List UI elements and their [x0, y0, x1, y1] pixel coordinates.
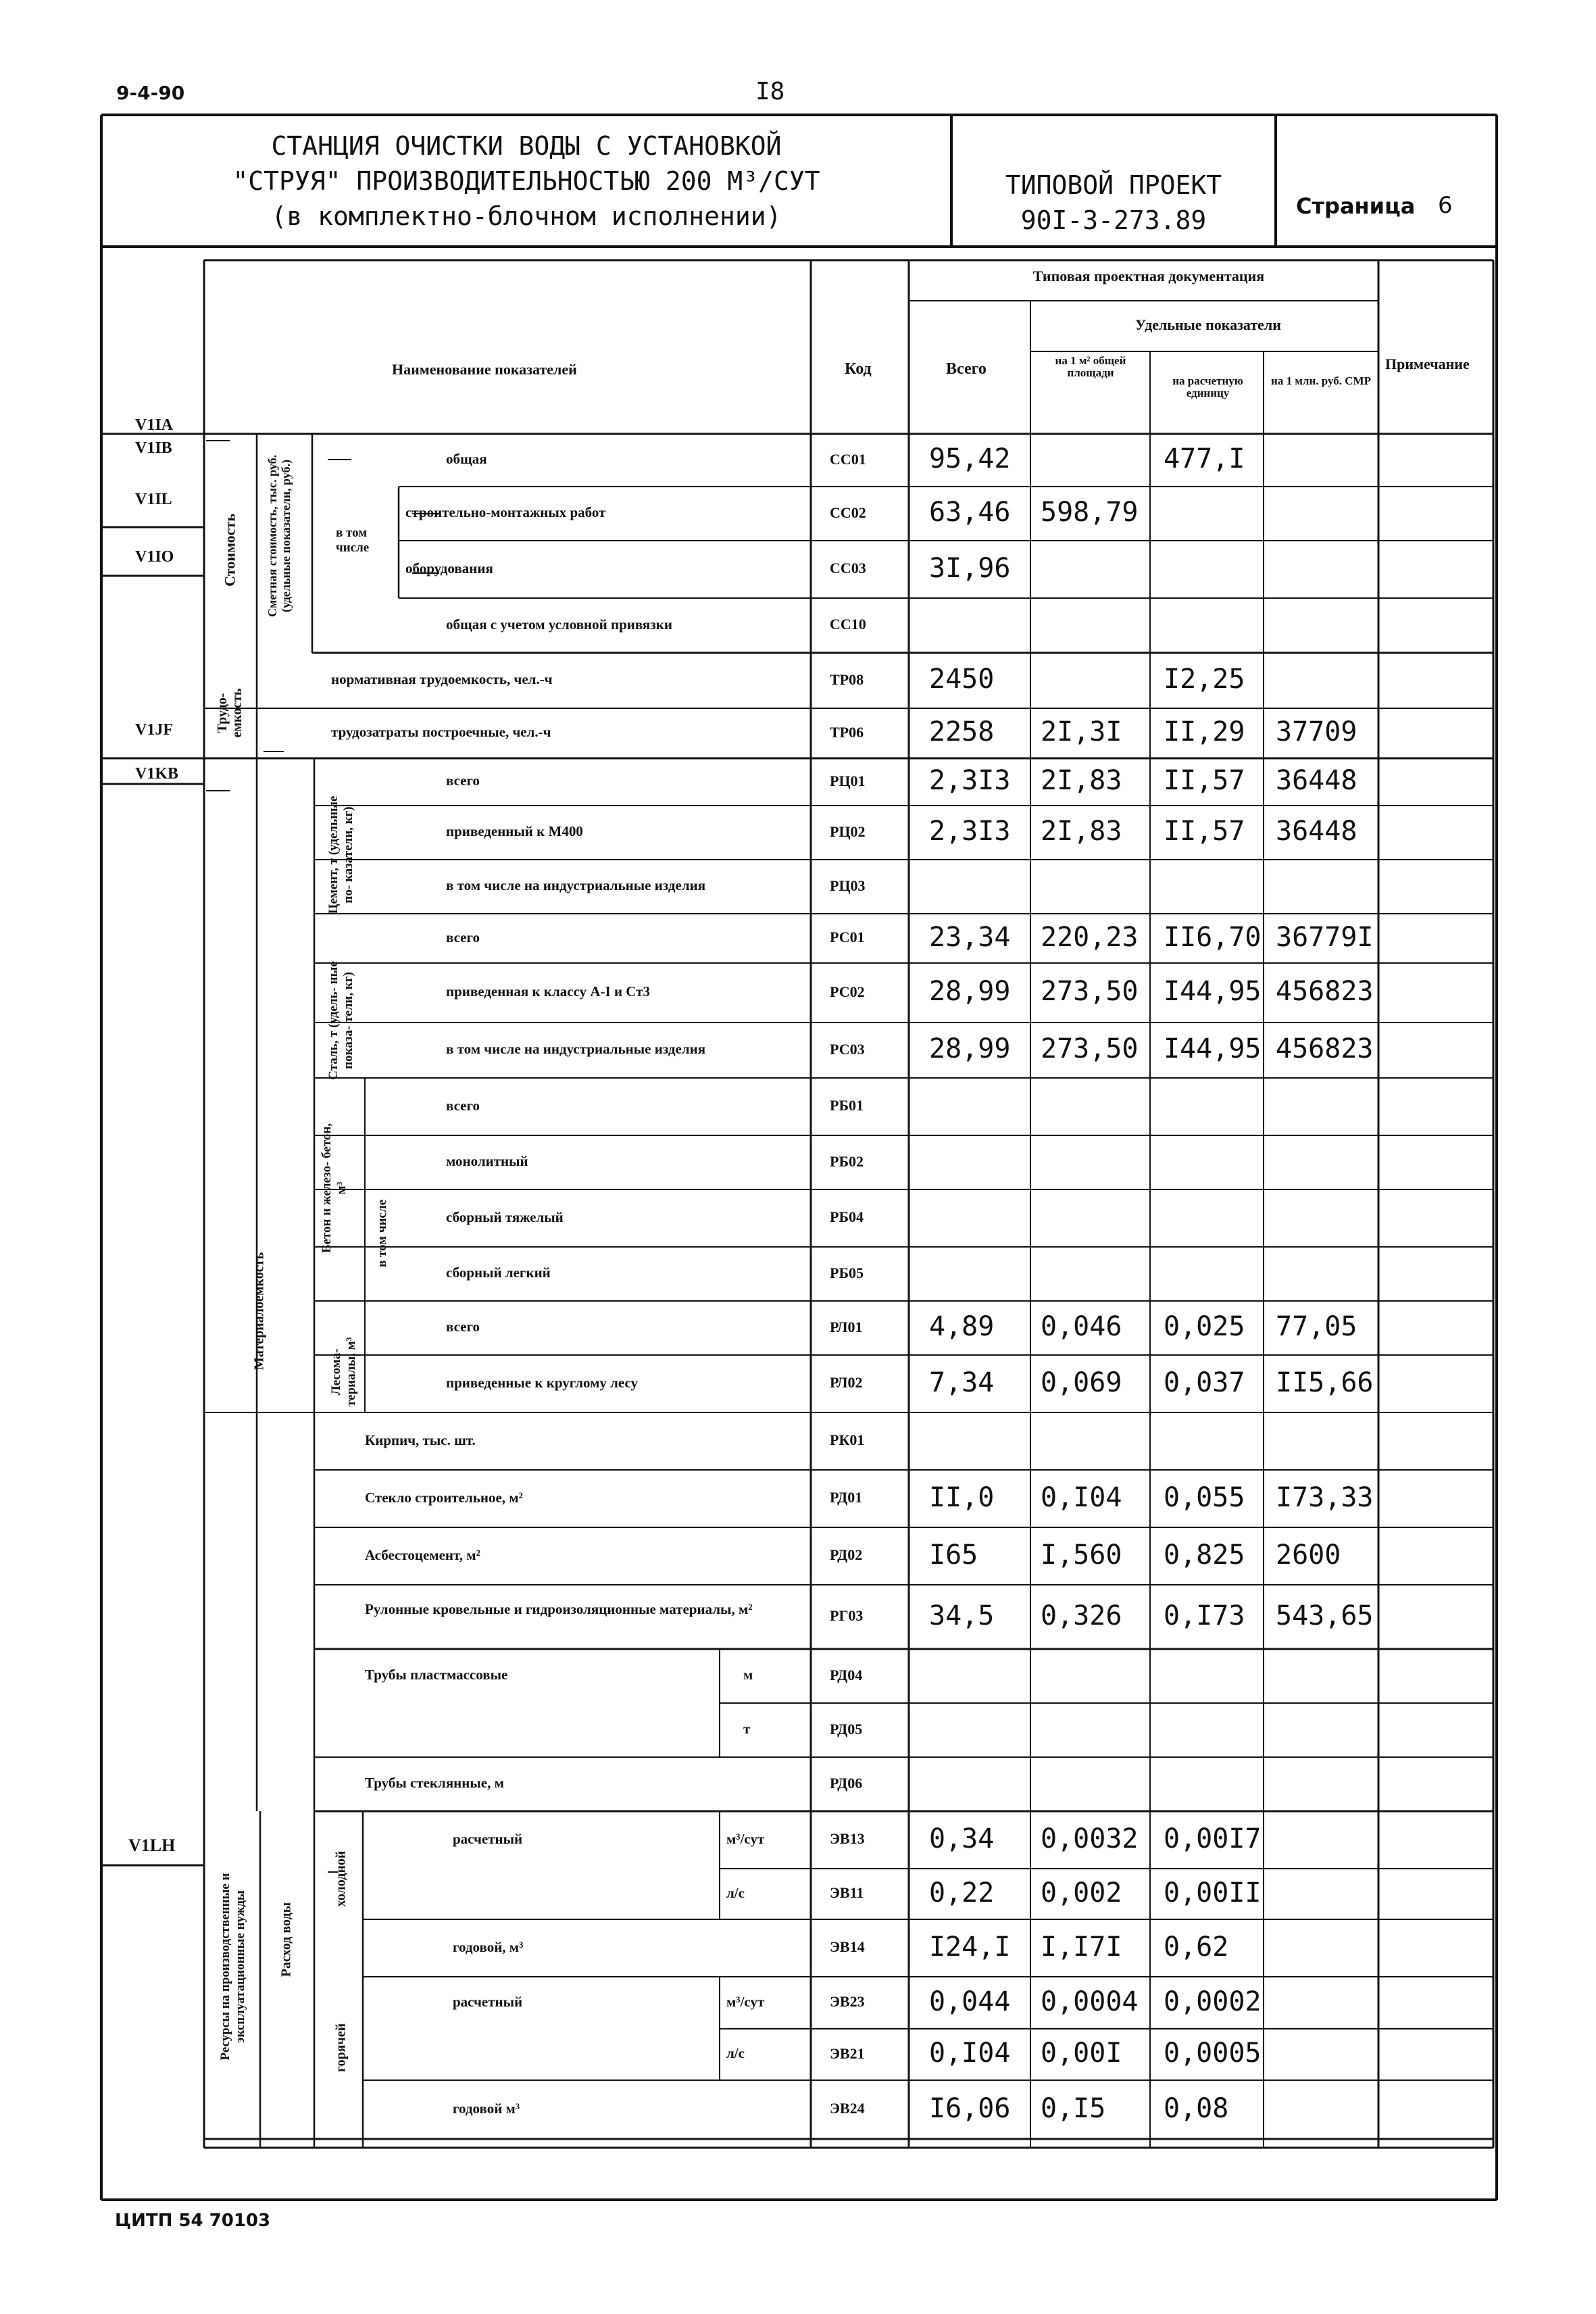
row-name: Стекло строительное, м² — [365, 1489, 523, 1506]
project-number-value: 90I-3-273.89 — [1020, 205, 1207, 235]
row-per-unit: 477,I — [1164, 443, 1245, 474]
row-per-unit: 0,025 — [1164, 1311, 1245, 1342]
row-code: РБ01 — [830, 1097, 864, 1114]
row-total: 4,89 — [929, 1311, 995, 1342]
row-per-unit: 0,037 — [1164, 1367, 1245, 1398]
group-wood: Лесома- териалы, м³ — [329, 1337, 358, 1407]
group-cost-sub: Сметная стоимость, тыс. руб. (удельные показатели, руб.) — [266, 455, 293, 617]
row-per-smr: 456823 — [1276, 1033, 1374, 1064]
margin-label-v1kb: V1KB — [135, 765, 179, 783]
row-per-smr: 543,65 — [1276, 1600, 1374, 1631]
row-total: 3I,96 — [929, 552, 1011, 584]
row-code: РК01 — [830, 1431, 865, 1449]
row-per-m2: 0,046 — [1041, 1311, 1122, 1342]
row-per-unit: 0,00II — [1164, 1877, 1262, 1909]
row-code: ЭВ13 — [830, 1830, 865, 1848]
row-name: сборный тяжелый — [446, 1208, 564, 1225]
row-per-m2: 273,50 — [1041, 976, 1139, 1007]
row-name: годовой, м³ — [453, 1938, 524, 1955]
row-unit: м — [743, 1667, 753, 1683]
row-code: ЭВ14 — [830, 1938, 865, 1956]
row-name: в том числе на индустриальные изделия — [446, 1041, 706, 1058]
row-total: I65 — [929, 1539, 978, 1571]
row-total: 2,3I3 — [929, 765, 1011, 796]
row-per-unit: 0,0002 — [1164, 1986, 1262, 2017]
row-per-unit: 0,0005 — [1164, 2038, 1262, 2069]
row-total: 7,34 — [929, 1367, 995, 1398]
row-code: РД01 — [830, 1489, 863, 1506]
row-name: общая — [446, 451, 487, 468]
row-per-smr: 36448 — [1276, 816, 1357, 847]
row-code: РБ02 — [830, 1152, 864, 1170]
row-per-m2: 220,23 — [1041, 921, 1139, 953]
row-code: РС03 — [830, 1040, 865, 1058]
row-unit: т — [743, 1721, 751, 1738]
header-name: Наименование показателей — [392, 361, 577, 378]
header-typical-doc: Типовая проектная документация — [1032, 268, 1265, 285]
group-water: Расход воды — [278, 1902, 294, 1977]
row-per-m2: 0,002 — [1041, 1877, 1122, 1909]
row-name: сборный легкий — [446, 1264, 551, 1281]
row-code: РЛ01 — [830, 1318, 863, 1335]
row-code: РЛ02 — [830, 1374, 863, 1392]
group-material: Материалоемкость — [251, 1252, 267, 1371]
row-total: 28,99 — [929, 1033, 1011, 1064]
row-total: 95,42 — [929, 443, 1011, 474]
row-code: РС01 — [830, 929, 865, 946]
margin-label-v1il: V1IL — [135, 491, 172, 508]
row-per-m2: 0,069 — [1041, 1367, 1122, 1398]
row-total: 2258 — [929, 716, 995, 747]
row-name: всего — [446, 772, 480, 789]
group-labor: Трудо- емкость — [215, 688, 245, 738]
row-name: Рулонные кровельные и гидроизоляционные материалы, м² — [365, 1600, 753, 1617]
row-per-m2: I,560 — [1041, 1539, 1122, 1571]
row-code: СС02 — [830, 503, 866, 521]
group-cost-incl: в том числе — [336, 526, 370, 555]
row-per-unit: 0,055 — [1164, 1481, 1245, 1513]
row-name: приведенный к М400 — [446, 823, 583, 840]
row-per-m2: 0,0004 — [1041, 1986, 1139, 2017]
row-per-unit: I2,25 — [1164, 664, 1245, 695]
row-per-m2: 0,00I — [1041, 2038, 1122, 2069]
group-concrete: Бетон и железо- бетон, м³ — [320, 1123, 349, 1254]
row-per-m2: 273,50 — [1041, 1033, 1139, 1064]
row-per-unit: II,29 — [1164, 716, 1245, 747]
row-per-m2: 0,I5 — [1041, 2092, 1106, 2124]
row-name: Кирпич, тыс. шт. — [365, 1431, 476, 1448]
row-code: ТР06 — [830, 723, 864, 741]
row-code: РД04 — [830, 1666, 863, 1683]
row-total: 0,22 — [929, 1877, 995, 1909]
row-per-m2: 0,I04 — [1041, 1481, 1122, 1513]
margin-label-v1lh: V1LH — [128, 1836, 176, 1855]
row-per-unit: 0,62 — [1164, 1931, 1229, 1963]
row-code: СС10 — [830, 616, 866, 633]
row-per-smr: 456823 — [1276, 976, 1374, 1007]
row-per-smr: 36779I — [1276, 921, 1374, 953]
row-total: 0,044 — [929, 1986, 1011, 2017]
row-name: Асбестоцемент, м² — [365, 1546, 480, 1563]
row-unit: м³/сут — [726, 1993, 765, 2010]
row-code: РГ03 — [830, 1607, 864, 1625]
row-per-unit: 0,08 — [1164, 2092, 1229, 2124]
row-code: РС02 — [830, 983, 865, 1000]
row-name: монолитный — [446, 1153, 528, 1170]
header-total: Всего — [946, 360, 987, 378]
row-per-smr: I73,33 — [1276, 1481, 1374, 1513]
row-total: 2,3I3 — [929, 816, 1011, 847]
row-per-unit: 0,00I7 — [1164, 1823, 1262, 1854]
footer-code: ЦИТП 54 70103 — [115, 2211, 271, 2231]
row-name: Трубы пластмассовые — [365, 1667, 508, 1683]
row-per-m2: 2I,83 — [1041, 765, 1122, 796]
row-code: РД06 — [830, 1774, 863, 1792]
row-total: 0,34 — [929, 1823, 995, 1854]
row-code: РЦ03 — [830, 877, 866, 894]
header-per-smr: на 1 млн. руб. СМР — [1271, 374, 1371, 387]
page-number: I8 — [755, 78, 785, 105]
row-code: ЭВ23 — [830, 1993, 865, 2011]
row-code: РБ04 — [830, 1208, 864, 1226]
row-total: I6,06 — [929, 2092, 1011, 2124]
group-concrete-incl: в том числе — [375, 1199, 390, 1268]
row-code: РЦ02 — [830, 822, 866, 840]
group-hot: горячей — [333, 2023, 349, 2073]
header-code: Код — [845, 360, 872, 378]
row-name: всего — [446, 1097, 480, 1114]
page-label: Страница — [1296, 193, 1416, 219]
project-title-line-1: СТАНЦИЯ ОЧИСТКИ ВОДЫ С УСТАНОВКОЙ — [271, 131, 782, 161]
row-code: РБ05 — [830, 1264, 864, 1281]
row-name: строительно-монтажных работ — [405, 504, 606, 521]
doc-code: 9-4-90 — [116, 82, 185, 104]
row-name: всего — [446, 929, 480, 945]
header-specific: Удельные показатели — [1135, 316, 1281, 333]
row-per-unit: 0,I73 — [1164, 1600, 1245, 1631]
row-name: Трубы стеклянные, м — [365, 1775, 504, 1792]
row-name: оборудования — [405, 560, 493, 576]
row-code: РД02 — [830, 1546, 863, 1564]
row-name: общая с учетом условной привязки — [446, 616, 672, 633]
row-per-m2: 0,326 — [1041, 1600, 1122, 1631]
row-code: СС01 — [830, 450, 866, 468]
row-per-smr: 36448 — [1276, 765, 1357, 796]
group-cement: Цемент, т (удельные по- казатели, кг) — [326, 795, 355, 914]
row-name: годовой м³ — [453, 2100, 520, 2117]
header-note: Примечание — [1385, 355, 1470, 372]
row-total: 0,I04 — [929, 2038, 1011, 2069]
row-per-m2: 598,79 — [1041, 497, 1139, 528]
row-per-m2: 2I,3I — [1041, 716, 1122, 747]
row-per-smr: 2600 — [1276, 1539, 1341, 1571]
row-total: 34,5 — [929, 1600, 995, 1631]
row-name: расчетный — [453, 1830, 523, 1847]
row-code: РД05 — [830, 1720, 863, 1738]
row-per-unit: 0,825 — [1164, 1539, 1245, 1571]
row-per-smr: 77,05 — [1276, 1311, 1357, 1342]
row-name: всего — [446, 1319, 480, 1335]
row-per-m2: 2I,83 — [1041, 816, 1122, 847]
margin-label-v1ib: V1IB — [135, 439, 172, 457]
group-steel: Сталь, т (удель- ные показа- тели, кг) — [326, 961, 355, 1080]
row-per-unit: II,57 — [1164, 816, 1245, 847]
row-per-m2: I,I7I — [1041, 1931, 1122, 1963]
row-total: 23,34 — [929, 921, 1011, 953]
row-total: II,0 — [929, 1481, 995, 1513]
row-code: РЦ01 — [830, 772, 866, 789]
row-total: I24,I — [929, 1931, 1011, 1963]
row-total: 63,46 — [929, 497, 1011, 528]
row-per-unit: I44,95 — [1164, 1033, 1262, 1064]
row-name: приведенная к классу А-I и Ст3 — [446, 983, 650, 1000]
margin-label-v1jf: V1JF — [135, 721, 173, 739]
row-name: приведенные к круглому лесу — [446, 1374, 639, 1391]
row-code: ТР08 — [830, 670, 864, 688]
row-code: СС03 — [830, 560, 866, 577]
page-value: 6 — [1438, 192, 1453, 219]
row-per-unit: II,57 — [1164, 765, 1245, 796]
row-total: 28,99 — [929, 976, 1011, 1007]
row-per-unit: II6,70 — [1164, 921, 1262, 953]
row-name: расчетный — [453, 1993, 523, 2010]
row-per-smr: 37709 — [1276, 716, 1357, 747]
project-number-label: ТИПОВОЙ ПРОЕКТ — [1005, 170, 1222, 200]
group-resources: Ресурсы на производственные и эксплуатационные нужды — [218, 1873, 247, 2061]
row-code: ЭВ24 — [830, 2100, 865, 2117]
row-per-smr: II5,66 — [1276, 1367, 1374, 1398]
group-cost: Стоимость — [221, 514, 239, 587]
row-code: ЭВ11 — [830, 1884, 864, 1902]
header-per-m2: на 1 м² общей площади — [1055, 354, 1126, 379]
row-per-unit: I44,95 — [1164, 976, 1262, 1007]
group-cold: холодной — [333, 1850, 349, 1907]
row-per-m2: 0,0032 — [1041, 1823, 1139, 1854]
row-unit: л/с — [726, 1884, 745, 1901]
row-name: трудозатраты построечные, чел.-ч — [331, 724, 551, 741]
header-per-unit: на расчетную единицу — [1172, 374, 1243, 399]
row-unit: л/с — [726, 2045, 745, 2062]
row-name: в том числе на индустриальные изделия — [446, 877, 706, 894]
margin-label-v1io: V1IO — [135, 548, 174, 566]
row-unit: м³/сут — [726, 1830, 765, 1847]
margin-label-v1ia: V1IA — [135, 416, 174, 434]
row-name: нормативная трудоемкость, чел.-ч — [331, 671, 553, 688]
project-title-line-3: (в комплектно-блочном исполнении) — [271, 201, 782, 231]
row-total: 2450 — [929, 664, 995, 695]
project-title-line-2: "СТРУЯ" ПРОИЗВОДИТЕЛЬНОСТЬЮ 200 М³/СУТ — [232, 166, 820, 196]
row-code: ЭВ21 — [830, 2044, 865, 2062]
